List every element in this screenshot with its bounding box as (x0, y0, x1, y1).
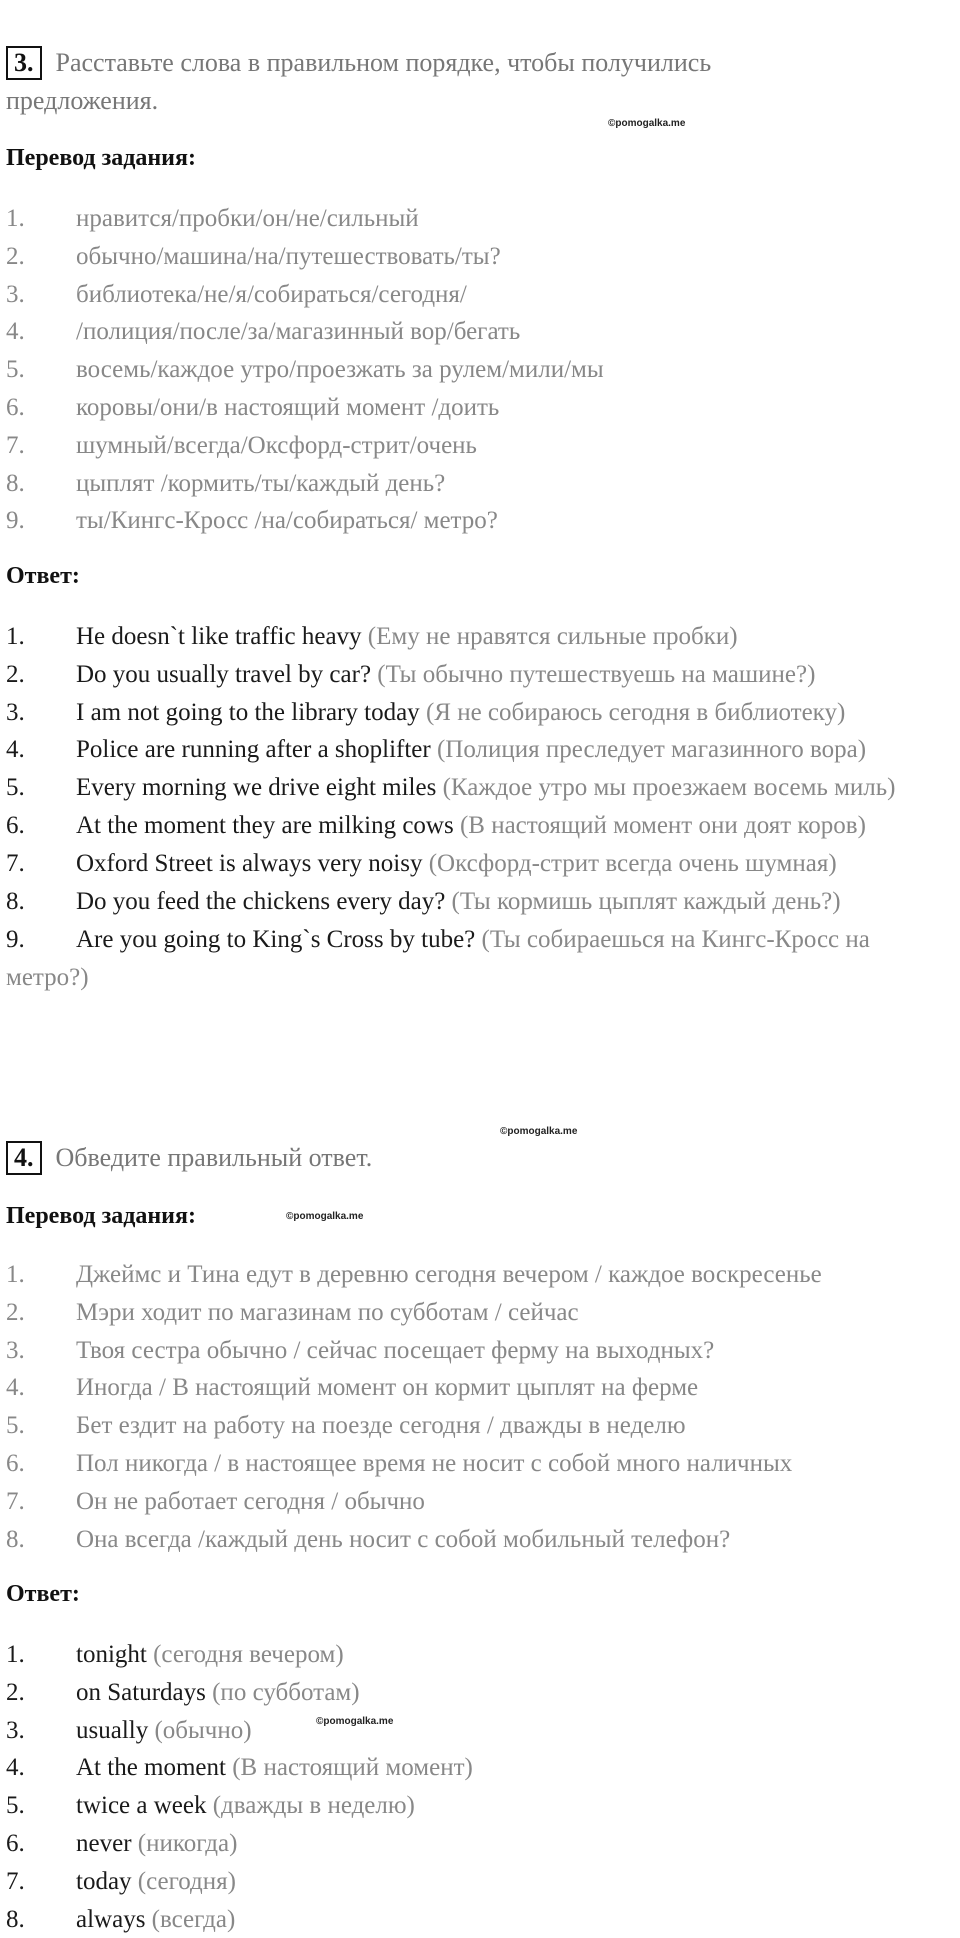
watermark: ©pomogalka.me (286, 1211, 364, 1222)
list-item: 8. цыплят /кормить/ты/каждый день? (6, 469, 446, 497)
list-item: 4. At the moment (В настоящий момент) (6, 1754, 473, 1782)
list-item: 5. twice a week (дважды в неделю) (6, 1792, 415, 1820)
task4-translation-heading: Перевод задания: (6, 1203, 196, 1229)
list-item: 6. коровы/они/в настоящий момент /доить (6, 393, 500, 421)
list-item: 4. Иногда / В настоящий момент он кормит цыплят на ферме (6, 1374, 699, 1402)
task3-heading (6, 44, 711, 82)
watermark: ©pomogalka.me (316, 1716, 394, 1727)
list-item: 3. Твоя сестра обычно / сейчас посещает ферму на выходных? (6, 1336, 715, 1364)
task3-number-box: 3. (6, 46, 42, 80)
watermark: ©pomogalka.me (608, 118, 686, 129)
task3-answer-heading: Ответ: (6, 563, 80, 589)
list-item: 9. ты/Кингс-Кросс /на/собираться/ метро? (6, 507, 498, 535)
list-item: 7. шумный/всегда/Оксфорд-стрит/очень (6, 431, 477, 459)
list-item: 2. Do you usually travel by car? (Ты обычно путешествуешь на машине?) (6, 660, 816, 688)
list-item: 2. on Saturdays (по субботам) (6, 1678, 360, 1706)
task4-translation-list (6, 1256, 956, 1558)
list-item: 4. /полиция/после/за/магазинный вор/бегать (6, 318, 521, 346)
list-item: 5. Every morning we drive eight miles (Каждое утро мы проезжаем восемь миль) (6, 774, 896, 802)
list-item: 8. Do you feed the chickens every day? (Ты кормишь цыплят каждый день?) (6, 888, 841, 916)
task4-answer-list (6, 1636, 956, 1938)
task4-instruction: Обведите правильный ответ. (55, 1143, 373, 1172)
task3-answer-list (6, 618, 956, 997)
list-item: 3. usually (обычно) (6, 1716, 252, 1744)
watermark: ©pomogalka.me (500, 1126, 578, 1137)
task4-answer-heading: Ответ: (6, 1581, 80, 1607)
list-item: 9. Are you going to King`s Cross by tube? (Ты собираешься на Кингс-Кросс на метро?) (6, 925, 870, 991)
task3-instruction-line2: предложения. (6, 86, 159, 115)
task4-heading (6, 1139, 372, 1177)
list-item: 6. never (никогда) (6, 1829, 238, 1857)
list-item: 4. Police are running after a shoplifter (Полиция преследует магазинного вора) (6, 736, 867, 764)
task3-translation-list (6, 200, 956, 540)
task3-instruction-line1: Расставьте слова в правильном порядке, чтобы получились (55, 48, 712, 77)
list-item: 1. Джеймс и Тина едут в деревню сегодня вечером / каждое воскресенье (6, 1261, 822, 1288)
list-item: 2. обычно/машина/на/путешествовать/ты? (6, 242, 501, 270)
list-item: 2. Мэри ходит по магазинам по субботам / сейчас (6, 1298, 579, 1326)
list-item: 5. Бет ездит на работу на поезде сегодня / дважды в неделю (6, 1412, 686, 1440)
list-item: 7. Он не работает сегодня / обычно (6, 1487, 425, 1515)
list-item: 5. восемь/каждое утро/проезжать за рулем/мили/мы (6, 356, 604, 384)
list-item: 3. I am not going to the library today (Я не собираюсь сегодня в библиотеку) (6, 698, 846, 726)
list-item: 8. always (всегда) (6, 1905, 236, 1933)
list-item: 7. today (сегодня) (6, 1867, 236, 1895)
task4-number-box: 4. (6, 1141, 42, 1175)
list-item: 6. At the moment they are milking cows (В настоящий момент они доят коров) (6, 812, 866, 840)
list-item: 1. He doesn`t like traffic heavy (Ему не нравятся сильные пробки) (6, 623, 738, 650)
task3-translation-heading: Перевод задания: (6, 145, 196, 171)
list-item: 8. Она всегда /каждый день носит с собой мобильный телефон? (6, 1525, 731, 1553)
list-item: 1. нравится/пробки/он/не/сильный (6, 205, 419, 232)
list-item: 3. библиотека/не/я/собираться/сегодня/ (6, 280, 467, 308)
list-item: 1. tonight (сегодня вечером) (6, 1641, 344, 1668)
list-item: 6. Пол никогда / в настоящее время не носит с собой много наличных (6, 1449, 793, 1477)
list-item: 7. Oxford Street is always very noisy (Оксфорд-стрит всегда очень шумная) (6, 850, 837, 878)
